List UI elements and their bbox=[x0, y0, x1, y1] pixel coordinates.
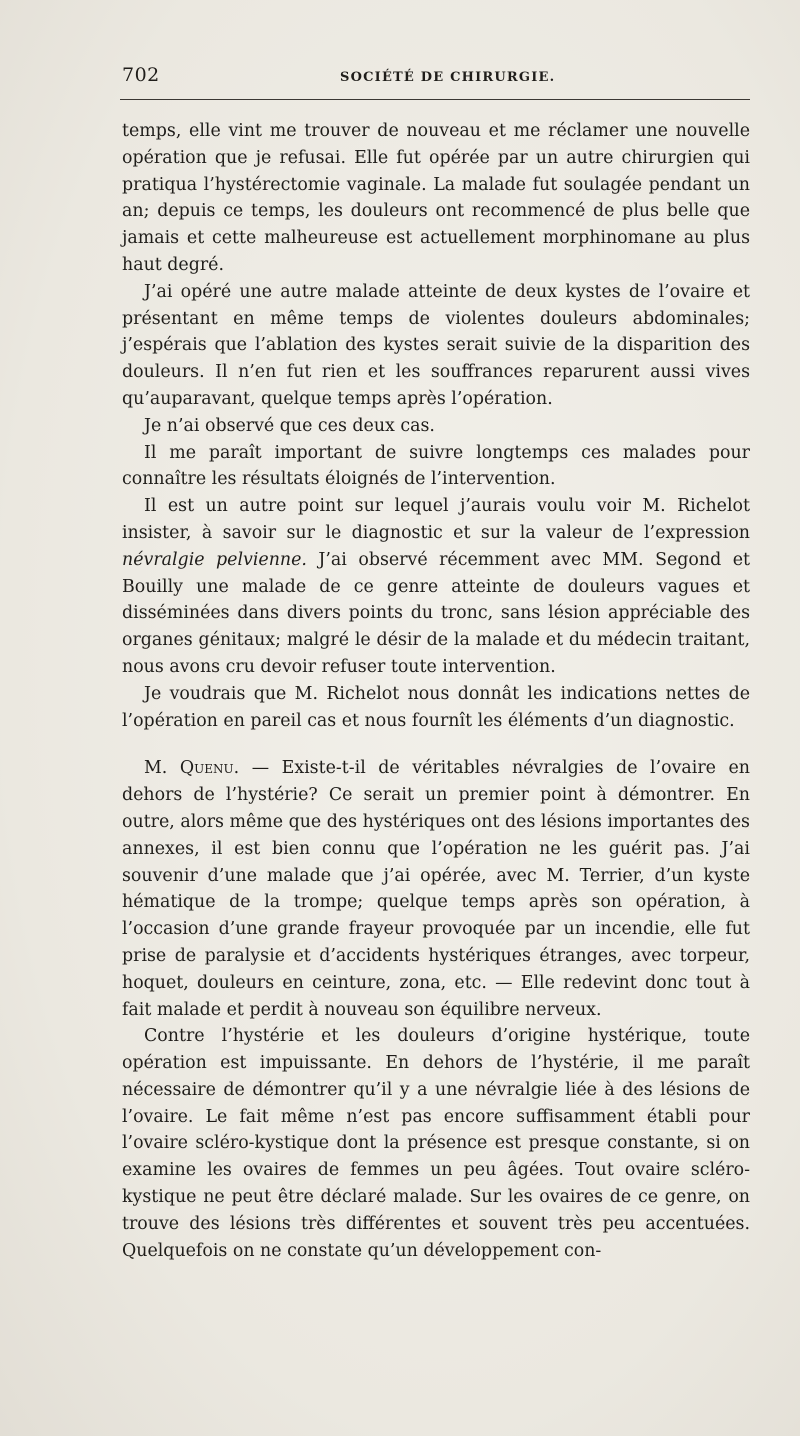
paragraph bbox=[122, 755, 750, 1023]
header-rule bbox=[120, 99, 750, 100]
paragraph: Contre l’hystérie et les douleurs d’origine hystérique, toute opération est impuissante. En dehors de l’hystérie, il me paraît nécessaire de démontrer qu’il y a une névralgie liée à des lésions de l’ovaire. Le fait même n’est pas encore suffisamment établi pour l’ovaire scléro-kystique dont la présence est presque constante, si on examine les ovaires de femmes un peu âgées. Tout ovaire scléro-kystique ne peut être déclaré malade. Sur les ovaires de ce genre, on trouve des lésions très différentes et souvent très peu accentuées. Quelquefois on ne constate qu’un développement con- bbox=[122, 1026, 750, 1261]
italic-term: névralgie pelvienne. bbox=[122, 549, 307, 570]
paragraph: temps, elle vint me trouver de nouveau et me réclamer une nouvelle opération que je refusai. Elle fut opérée par un autre chirurgien qui pratiqua l’hystérectomie vaginale. La malade fut soulagée pendant un an; depuis ce temps, les douleurs ont recommencé de plus belle que jamais et cette malheureuse est actuellement morphinomane au plus haut degré. bbox=[122, 121, 750, 275]
paragraph bbox=[122, 493, 750, 681]
paragraph: Je n’ai observé que ces deux cas. bbox=[144, 415, 435, 436]
speaker-name: Quenu bbox=[179, 758, 234, 779]
speaker-prefix: M. bbox=[144, 758, 180, 779]
paragraph: Je voudrais que M. Richelot nous donnât les indications nettes de l’opération en pareil cas et nous fournît les éléments d’un diagnostic. bbox=[122, 683, 750, 731]
page-header bbox=[122, 62, 750, 92]
running-title: SOCIÉTÉ DE CHIRURGIE. bbox=[340, 70, 556, 85]
page-number: 702 bbox=[122, 64, 160, 86]
paragraph-text: J’ai observé récemment avec MM. Segond et Bouilly une malade de ce genre atteinte de douleurs vagues et disséminées dans divers points du tronc, sans lésion appréciable des organes génitaux; malgré le désir de la malade et du médecin traitant, nous avons cru devoir refuser toute intervention. bbox=[122, 549, 750, 677]
paragraph-text: . — Existe-t-il de véritables névralgies de l’ovaire en dehors de l’hystérie? Ce serait un premier point à démontrer. En outre, alors même que des hystériques ont des lésions importantes des annexes, il est bien connu que l’opération ne les guérit pas. J’ai souvenir d’une malade que j’ai opérée, avec M. Terrier, d’un kyste hématique de la trompe; quelque temps après son opération, à l’occasion d’une grande frayeur provoquée par un incendie, elle fut prise de paralysie et d’accidents hystériques étranges, avec torpeur, hoquet, douleurs en ceinture, zona, etc. — Elle redevint donc tout à fait malade et perdit à nouveau son équilibre nerveux. bbox=[122, 758, 750, 1020]
paragraph: J’ai opéré une autre malade atteinte de deux kystes de l’ovaire et présentant en même temps de violentes douleurs abdominales; j’espérais que l’ablation des kystes serait suivie de la disparition des douleurs. Il n’en fut rien et les souffrances reparurent aussi vives qu’auparavant, quelque temps après l’opération. bbox=[122, 281, 750, 409]
paragraph-text: Il est un autre point sur lequel j’aurais voulu voir M. Richelot insister, à savoir sur le diagnostic et sur la valeur de l’expression bbox=[122, 496, 750, 543]
paragraph: Il me paraît important de suivre longtemps ces malades pour connaître les résultats éloignés de l’intervention. bbox=[122, 442, 750, 490]
body-text bbox=[122, 118, 750, 1264]
